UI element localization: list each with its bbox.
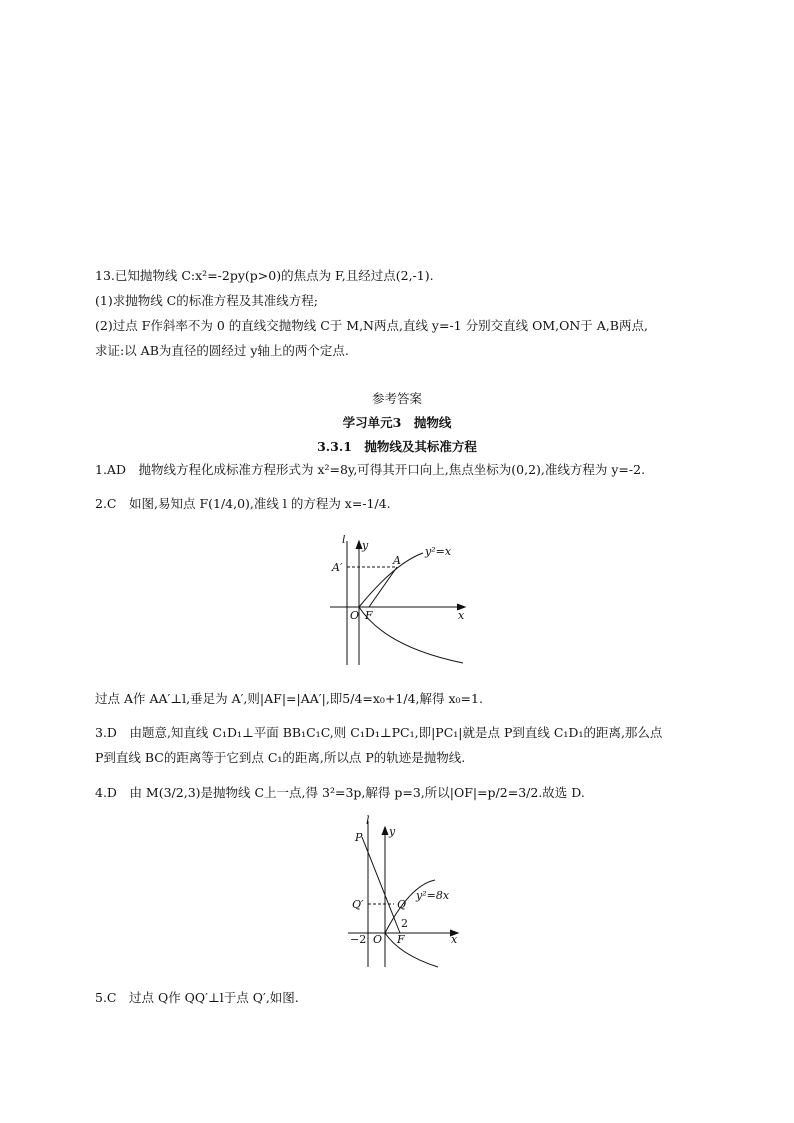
- label-A-prime: A′: [332, 561, 343, 574]
- label-l: l: [366, 815, 370, 827]
- label-y: y: [389, 825, 396, 838]
- label-x: x: [451, 933, 458, 946]
- label-l: l: [342, 535, 346, 546]
- label-y: y: [362, 539, 369, 552]
- label-A: A: [393, 554, 401, 567]
- unit-title: 学习单元3 抛物线: [342, 415, 452, 430]
- label-P: P: [355, 831, 363, 844]
- label-curve: y²=8x: [416, 889, 450, 902]
- answer-2: 2.C 如图,易知点 F(1/4,0),准线 l 的方程为 x=-1/4.: [95, 496, 391, 511]
- answer-3-line2: P到直线 BC的距离等于它到点 C₁的距离,所以点 P的轨迹是抛物线.: [95, 750, 466, 765]
- label-Q: Q: [397, 898, 407, 911]
- problem13-line3: (2)过点 F作斜率不为 0 的直线交抛物线 C于 M,N两点,直线 y=-1 分别交直线 OM,ON于 A,B两点,: [95, 318, 648, 333]
- answer-3-line1: 3.D 由题意,知直线 C₁D₁⊥平面 BB₁C₁C,则 C₁D₁⊥PC₁,即|PC₁|就是点 P到直线 C₁D₁的距离,那么点: [95, 725, 663, 740]
- section-title: 3.3.1 抛物线及其标准方程: [317, 439, 477, 454]
- figure-2: [340, 815, 465, 970]
- answer-1: 1.AD 抛物线方程化成标准方程形式为 x²=8y,可得其开口向上,焦点坐标为(0,2),准线方程为 y=-2.: [95, 462, 646, 477]
- label-minus2: −2: [350, 933, 367, 946]
- problem13-line2: (1)求抛物线 C的标准方程及其准线方程;: [95, 293, 318, 308]
- answer-5: 5.C 过点 Q作 QQ′⊥l于点 Q′,如图.: [95, 990, 299, 1005]
- figure-1: [325, 535, 475, 670]
- segment-AF: [369, 567, 397, 607]
- answer-4: 4.D 由 M(3/2,3)是抛物线 C上一点,得 3²=3p,解得 p=3,所以|OF|=p/2=3/2.故选 D.: [95, 785, 585, 800]
- problem13-line4: 求证:以 AB为直径的圆经过 y轴上的两个定点.: [95, 343, 349, 358]
- label-curve: y²=x: [425, 545, 452, 558]
- label-F: F: [365, 609, 373, 622]
- label-Q-prime: Q′: [352, 898, 364, 911]
- label-two: 2: [401, 917, 408, 930]
- problem13-line1: 13.已知抛物线 C:x²=-2py(p>0)的焦点为 F,且经过点(2,-1).: [95, 268, 434, 283]
- answer-2-continued: 过点 A作 AA′⊥l,垂足为 A′,则|AF|=|AA′|,即5/4=x₀+1/4,解得 x₀=1.: [95, 691, 483, 706]
- label-x: x: [458, 609, 465, 622]
- parabola: [359, 553, 463, 663]
- label-F: F: [397, 933, 405, 946]
- answers-heading: 参考答案: [371, 391, 422, 406]
- label-O: O: [350, 609, 360, 622]
- label-O: O: [373, 933, 383, 946]
